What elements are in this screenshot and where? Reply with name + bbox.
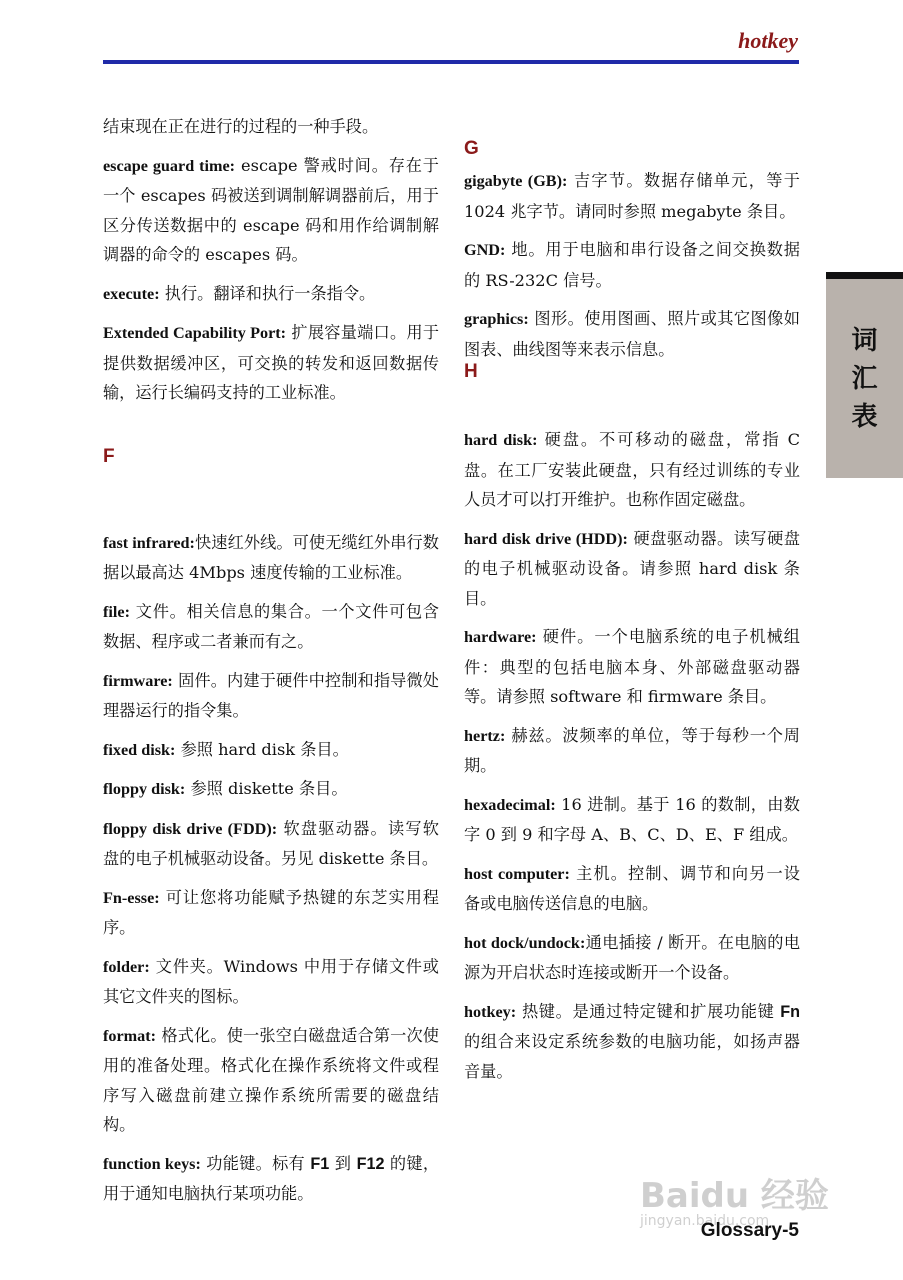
glossary-entry [464,928,800,988]
section-letter-f: F [103,445,115,467]
entry-term: firmware: [103,671,173,690]
page-number: Glossary-5 [700,1220,799,1241]
entry-definition: 文件夹。Windows 中用于存储文件或其它文件夹的图标。 [103,956,439,1006]
entry-definition: 到 [329,1153,357,1173]
entry-term: host computer: [464,864,570,883]
entry-definition: escape 警戒时间。存在于一个 escapes 码被送到调制解调器前后，用于区分传送数据中的 escape 码和用作给调制解调器的命令的 escapes 码。 [103,155,439,264]
side-tab-char: 词 [851,325,878,356]
glossary-entry [103,735,439,766]
glossary-entry-hotkey [464,997,800,1087]
running-head: hotkey [738,28,798,53]
entry-term: escape guard time: [103,156,236,175]
right-column [464,112,800,1095]
section-letter-g: G [464,138,479,159]
glossary-entry [464,235,800,295]
entry-term: graphics: [464,310,529,328]
entry-term: hertz: [464,726,506,745]
entry-definition: 热键。是通过特定键和扩展功能键 [516,1001,781,1021]
entry-term: gigabyte (GB): [464,172,568,190]
glossary-entry [103,774,439,805]
glossary-entry [103,814,439,874]
entry-definition: 功能键。标有 [200,1153,311,1173]
side-tab-char: 表 [851,401,878,432]
entry-definition: 通电插接 / 断开。在电脑的电源为开启状态时连接或断开一个设备。 [464,932,801,982]
entry-definition: 参照 diskette 条目。 [185,779,348,798]
glossary-entry [103,318,439,408]
entry-definition: 的键，用于通知电脑执行某项功能。 [103,1153,440,1203]
side-tab-char: 汇 [851,363,878,394]
entry-list-g [464,166,800,364]
glossary-entry [464,622,800,712]
glossary-entry [103,279,439,310]
watermark-site: jingyan.baidu.com [640,1213,770,1229]
entry-definition: 硬盘。不可移动的磁盘，常指 C 盘。在工厂安装此硬盘，只有经过训练的专业人员才可以打开维护。也称作固定磁盘。 [464,430,800,509]
glossary-entry [103,528,439,588]
glossary-entry [464,790,800,850]
entry-term: execute: [103,284,160,303]
entry-term: hard disk: [464,431,538,449]
glossary-side-tab [826,272,903,478]
entry-term: hard disk drive (HDD): [464,529,628,548]
glossary-entry [464,166,800,226]
entry-definition: 快速红外线。可使无缆红外串行数据以最高达 4Mbps 速度传输的工业标准。 [103,532,439,582]
glossary-entry [103,151,439,270]
entry-term: fixed disk: [103,740,176,759]
entry-definition: 执行。翻译和执行一条指令。 [159,283,376,303]
entry-term: format: [103,1026,157,1045]
entry-definition: 16 进制。基于 16 的数制，由数字 0 到 9 和字母 A、B、C、D、E、F 组成。 [464,794,800,844]
glossary-entry [464,304,800,364]
entry-definition: 图形。使用图画、照片或其它图像如图表、曲线图等来表示信息。 [464,309,800,359]
entry-term: hot dock/undock: [464,933,586,952]
entry-term: floppy disk: [103,780,186,798]
entry-term: floppy disk drive (FDD): [103,819,278,838]
glossary-entry [464,524,800,614]
entry-term: fast infrared: [103,533,195,552]
glossary-entry [103,883,439,943]
header-rule [103,60,799,64]
entry-definition: 赫兹。波频率的单位，等于每秒一个周期。 [464,725,800,775]
entry-definition: 硬盘驱动器。读写硬盘的电子机械驱动设备。请参照 hard disk 条目。 [464,528,800,608]
entry-term: file: [103,602,130,621]
entry-term: hardware: [464,628,537,646]
entry-definition: 的组合来设定系统参数的电脑功能，如扬声器音量。 [464,1032,800,1081]
entry-definition: 文件。相关信息的集合。一个文件可包含数据、程序或二者兼而有之。 [103,601,439,651]
entry-definition: 软盘驱动器。读写软盘的电子机械驱动设备。另见 diskette 条目。 [103,818,439,868]
section-letter-h: H [464,361,478,382]
entry-definition: 吉字节。数据存储单元，等于 1024 兆字节。请同时参照 megabyte 条目。 [464,171,800,221]
entry-list-e [103,151,439,408]
key-label: Fn [780,1002,800,1021]
glossary-entry [464,859,800,919]
entry-definition: 硬件。一个电脑系统的电子机械组件：典型的包括电脑本身、外部磁盘驱动器等。请参照 software 和 firmware 条目。 [464,627,800,706]
continuation-text: 结束现在正在进行的过程的一种手段。 [103,117,379,136]
entry-term: Extended Capability Port: [103,324,287,342]
entry-definition: 格式化。使一张空白磁盘适合第一次使用的准备处理。格式化在操作系统将文件或程序写入磁盘前建立操作系统所需要的磁盘结构。 [103,1025,439,1134]
entry-term: folder: [103,957,150,976]
glossary-entry [103,952,439,1012]
entry-list-f [103,528,439,1140]
entry-definition: 固件。内建于硬件中控制和指导微处理器运行的指令集。 [103,670,439,720]
entry-list-h [464,425,800,988]
key-label: F1 [310,1154,330,1173]
key-label: F12 [356,1154,385,1173]
glossary-entry [103,1021,439,1140]
watermark-brand: Baidu 经验 [640,1176,829,1216]
entry-definition: 扩展容量端口。用于提供数据缓冲区，可交换的转发和返回数据传输，运行长编码支持的工业标准。 [103,323,440,402]
entry-definition: 地。用于电脑和串行设备之间交换数据的 RS-232C 信号。 [464,240,800,290]
glossary-entry [464,721,800,781]
entry-definition: 主机。控制、调节和向另一设备或电脑传送信息的电脑。 [464,863,800,913]
glossary-entry [464,425,800,515]
glossary-entry [103,666,439,726]
entry-definition: 可让您将功能赋予热键的东芝实用程序。 [103,887,439,937]
entry-term: GND: [464,241,506,259]
left-column [103,112,439,1218]
entry-definition: 参照 hard disk 条目。 [175,739,349,759]
entry-term: hexadecimal: [464,795,556,814]
glossary-entry [103,597,439,657]
entry-term: function keys: [103,1154,201,1173]
entry-term: Fn-esse: [103,888,160,907]
entry-term: hotkey: [464,1002,517,1021]
glossary-entry-function-keys [103,1149,439,1209]
